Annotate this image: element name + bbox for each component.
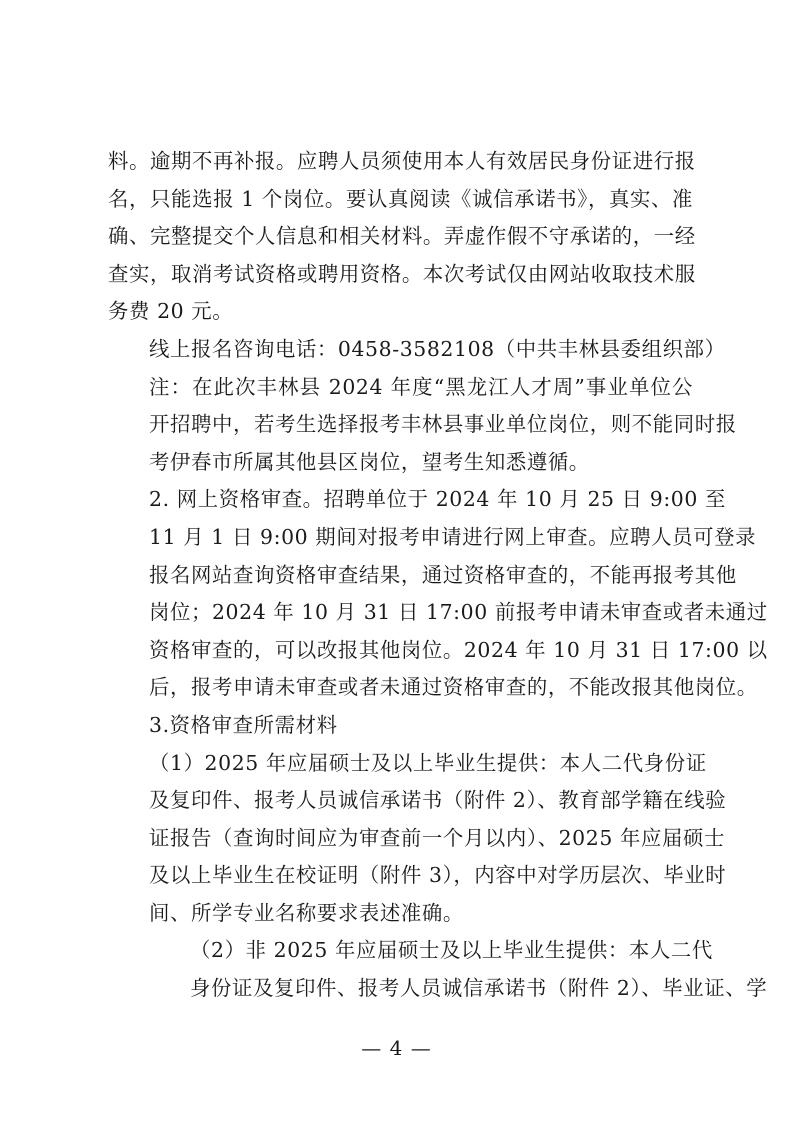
text-line: 名，只能选报 1 个岗位。要认真阅读《诚信承诺书》，真实、准 (108, 186, 693, 211)
paragraph (108, 331, 726, 369)
text-line: 后，报考申请未审查或者未通过资格审查的，不能改报其他岗位。 (149, 675, 758, 700)
text-line: 2. 网上资格审查。招聘单位于 2024 年 10 月 25 日 9:00 至 (149, 487, 727, 512)
paragraph (108, 481, 768, 707)
paragraph (108, 707, 693, 745)
paragraph (108, 932, 768, 1007)
text-line: 查实，取消考试资格或聘用资格。本次考试仅由网站收取技术服 (108, 261, 696, 286)
text-line: 3.资格审查所需材料 (149, 712, 338, 737)
text-line: 务费 20 元。 (108, 299, 234, 324)
text-line: 及以上毕业生在校证明（附件 3），内容中对学历层次、毕业时 (149, 863, 727, 888)
text-line: 报名网站查询资格审查结果，通过资格审查的，不能再报考其他 (149, 562, 737, 587)
paragraph (108, 369, 737, 482)
paragraph (108, 143, 696, 331)
text-line: 料。逾期不再补报。应聘人员须使用本人有效居民身份证进行报 (108, 149, 696, 173)
text-line: （1）2025 年应届硕士及以上毕业生提供：本人二代身份证 (149, 750, 707, 775)
text-line: 注：在此次丰林县 2024 年度“黑龙江人才周”事业单位公 (149, 374, 693, 399)
text-line: 岗位；2024 年 10 月 31 日 17:00 前报考申请未审查或者未通过 (149, 600, 768, 625)
text-line: 线上报名咨询电话：0458-3582108（中共丰林县委组织部） (149, 336, 726, 361)
text-line: 间、所学专业名称要求表述准确。 (149, 900, 464, 925)
text-line: 资格审查的，可以改报其他岗位。2024 年 10 月 31 日 17:00 以 (149, 637, 768, 662)
body-text (108, 143, 768, 1008)
text-line: 及复印件、报考人员诚信承诺书（附件 2）、教育部学籍在线验 (149, 788, 727, 813)
text-line: 11 月 1 日 9:00 期间对报考申请进行网上审查。应聘人员可登录 (149, 524, 757, 549)
text-line: 身份证及复印件、报考人员诚信承诺书（附件 2）、毕业证、学 (190, 976, 768, 1001)
text-line: 证报告（查询时间应为审查前一个月以内）、2025 年应届硕士 (149, 825, 725, 850)
paragraph (108, 745, 727, 933)
text-line: 确、完整提交个人信息和相关材料。弄虚作假不守承诺的，一经 (108, 224, 696, 249)
page-number: — 4 — (361, 1036, 432, 1060)
text-line: 开招聘中，若考生选择报考丰林县事业单位岗位，则不能同时报 (149, 412, 737, 437)
text-line: 考伊春市所属其他县区岗位，望考生知悉遵循。 (149, 449, 590, 474)
text-line: （2）非 2025 年应届硕士及以上毕业生提供：本人二代 (190, 938, 713, 963)
